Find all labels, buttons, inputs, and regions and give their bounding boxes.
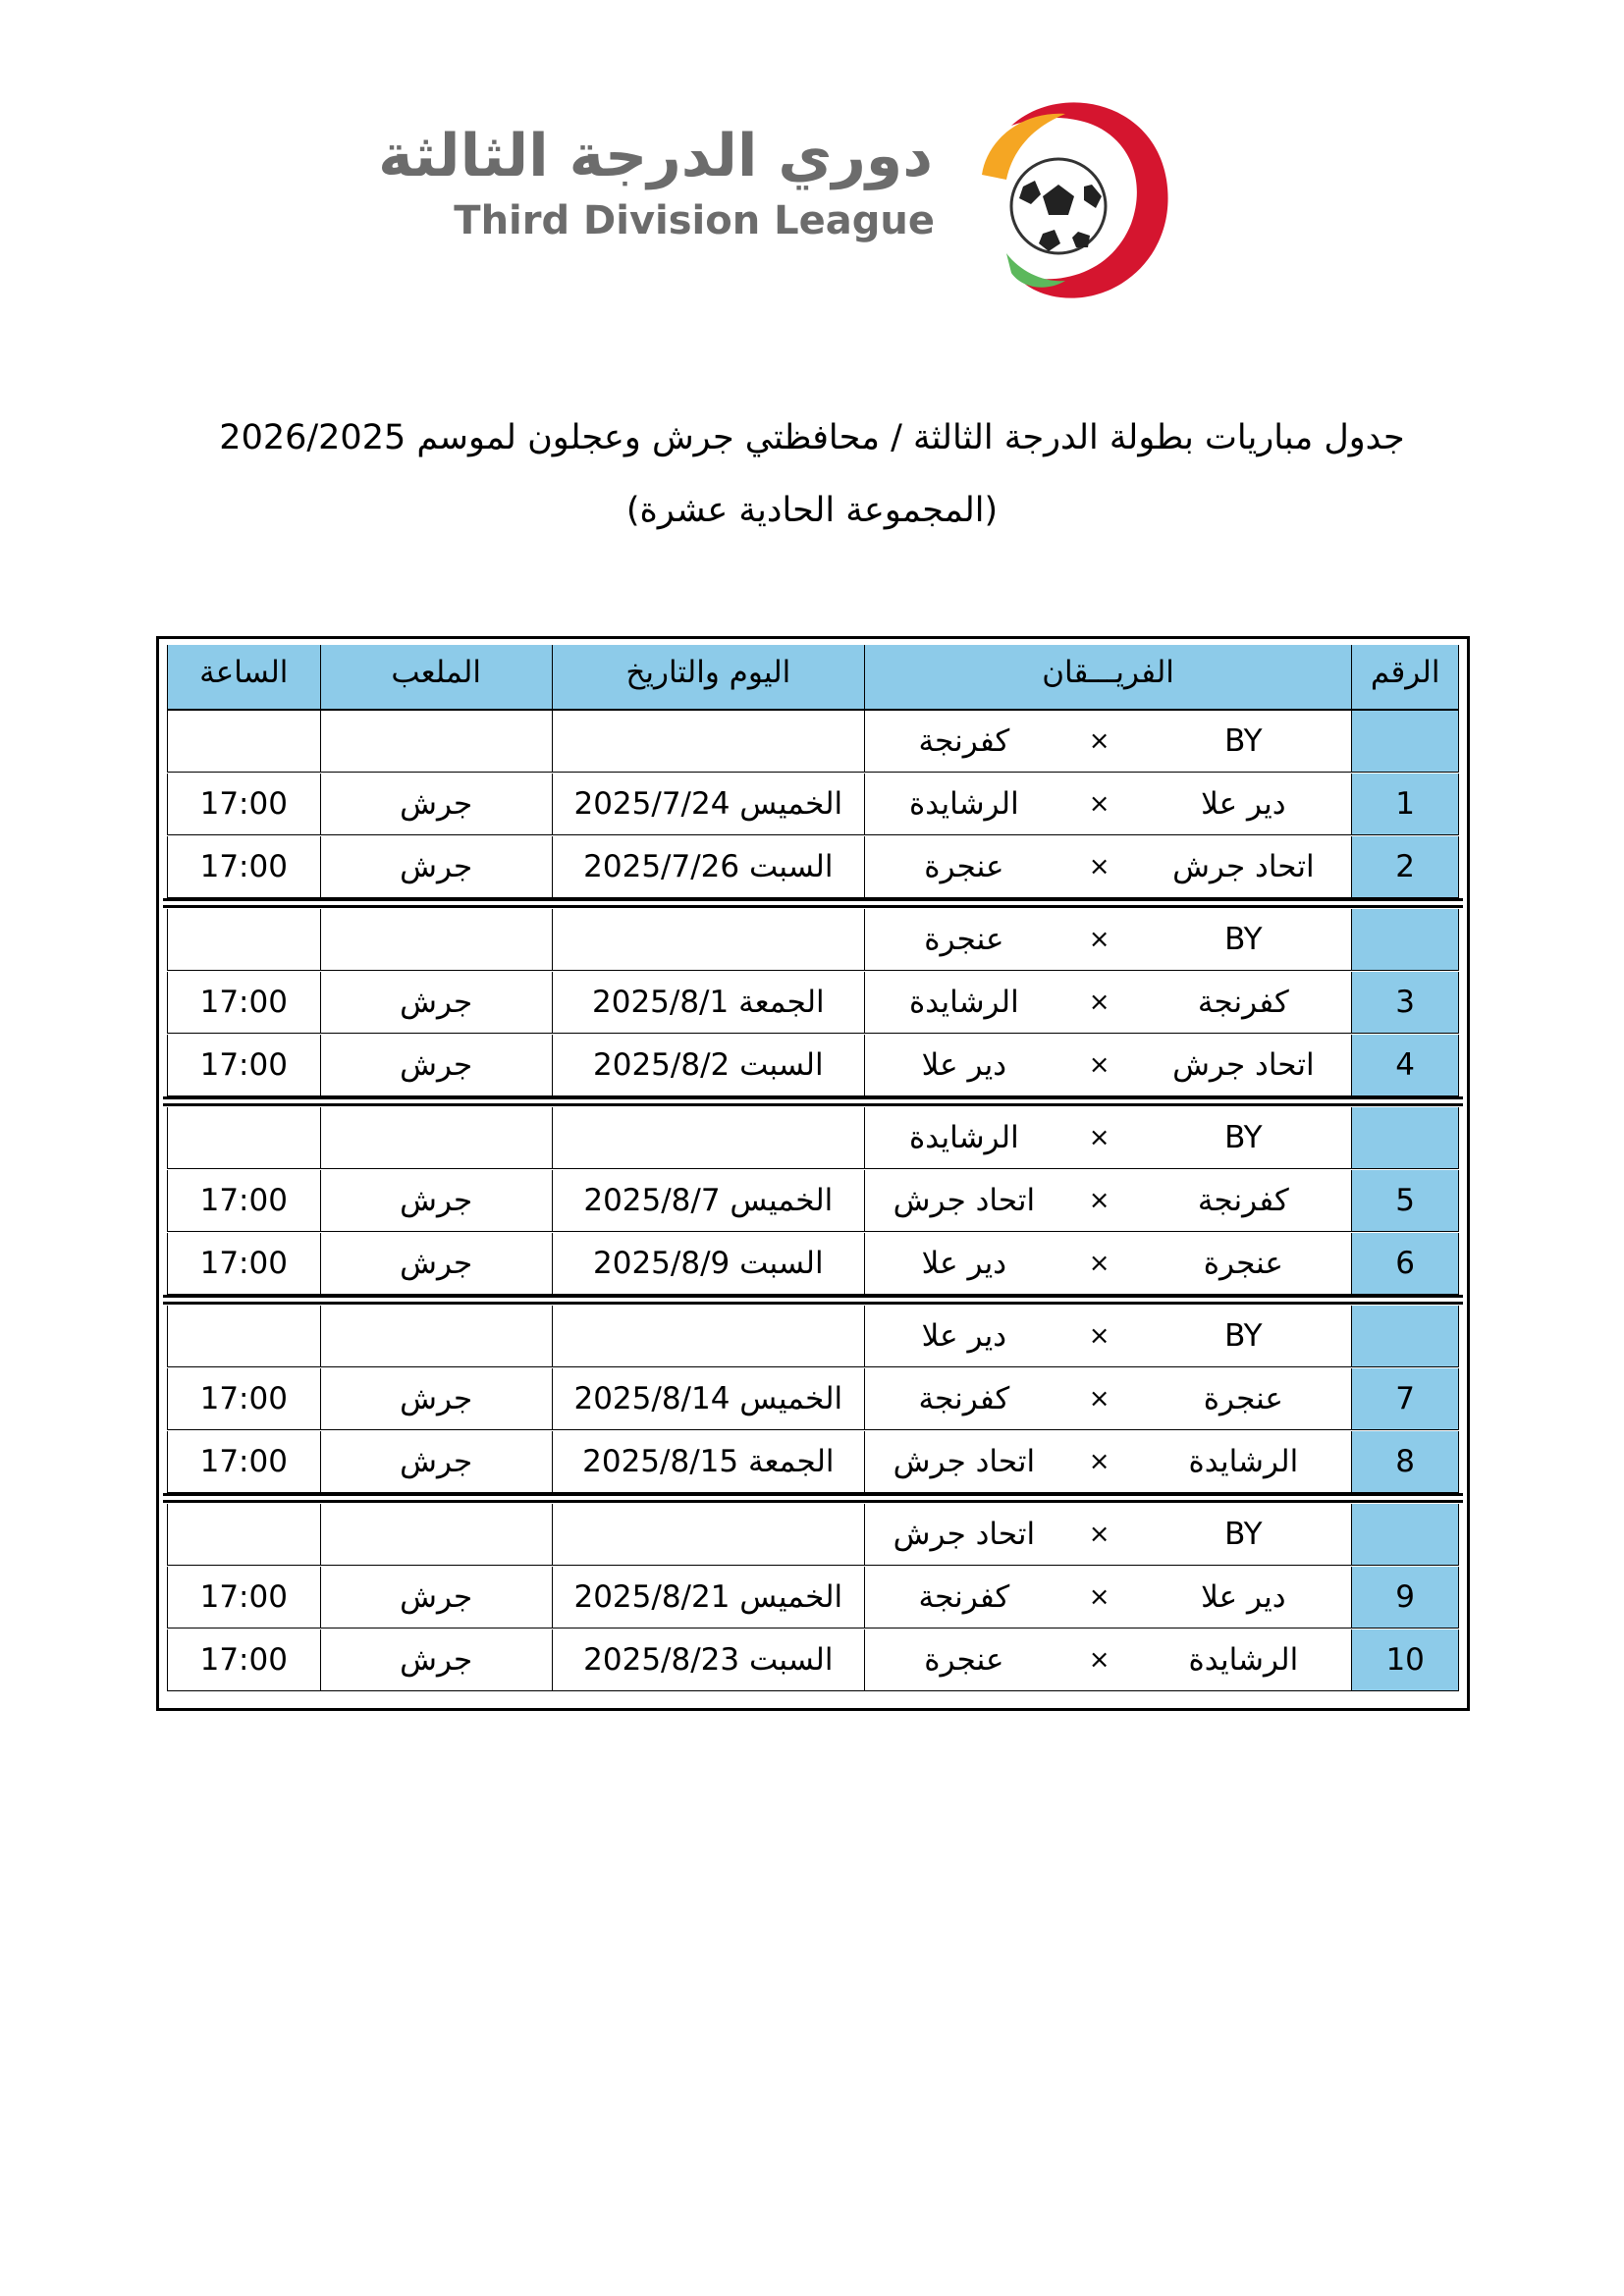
- logo-english-text: Third Division League: [454, 198, 935, 243]
- header-date: اليوم والتاريخ: [552, 645, 864, 709]
- table-row: [167, 1107, 1459, 1169]
- match-venue: جرش: [320, 1431, 552, 1492]
- team-away: اتحاد جرش: [893, 1517, 1036, 1552]
- team-away: الرشايدة: [908, 786, 1019, 822]
- match-time: 17:00: [167, 1629, 320, 1690]
- match-time: 17:00: [167, 1567, 320, 1628]
- match-teams: [864, 1567, 1351, 1628]
- match-venue: [320, 1306, 552, 1366]
- team-home: اتحاد جرش: [1172, 849, 1315, 884]
- team-away: الرشايدة: [908, 985, 1019, 1020]
- team-home: اتحاد جرش: [1172, 1047, 1315, 1083]
- group-separator: [163, 1493, 1463, 1503]
- match-venue: جرش: [320, 1567, 552, 1628]
- team-away: الرشايدة: [908, 1120, 1019, 1155]
- table-row: [167, 711, 1459, 773]
- table-row: [167, 1629, 1459, 1691]
- group-separator: [163, 898, 1463, 908]
- team-home: دير علا: [1201, 1579, 1286, 1615]
- match-date: الخميس 2025/8/7: [552, 1170, 864, 1231]
- match-venue: جرش: [320, 774, 552, 834]
- match-date: [552, 1504, 864, 1565]
- match-number: 6: [1351, 1233, 1459, 1294]
- team-home: BY: [1224, 723, 1263, 759]
- match-date: السبت 2025/8/23: [552, 1629, 864, 1690]
- group-separator: [163, 1295, 1463, 1305]
- match-number: [1351, 909, 1459, 970]
- match-number: 1: [1351, 774, 1459, 834]
- table-header-row: [167, 645, 1459, 711]
- match-date: [552, 1306, 864, 1366]
- table-row: [167, 1431, 1459, 1493]
- football-emblem-icon: [952, 86, 1178, 312]
- header-teams: الفريـــقان: [864, 645, 1351, 709]
- versus-symbol: ×: [1088, 1645, 1110, 1675]
- match-teams: [864, 1431, 1351, 1492]
- match-time: 17:00: [167, 774, 320, 834]
- match-time: [167, 1107, 320, 1168]
- match-teams: [864, 774, 1351, 834]
- match-teams: [864, 1233, 1351, 1294]
- match-number: [1351, 1107, 1459, 1168]
- versus-symbol: ×: [1088, 852, 1110, 881]
- table-row: [167, 1567, 1459, 1629]
- table-row: [167, 774, 1459, 835]
- match-number: 7: [1351, 1368, 1459, 1429]
- match-date: [552, 711, 864, 772]
- schedule-title: جدول مباريات بطولة الدرجة الثالثة / محافظتي جرش وعجلون لموسم 2026/2025: [219, 418, 1405, 457]
- match-date: السبت 2025/8/2: [552, 1035, 864, 1095]
- match-number: [1351, 1306, 1459, 1366]
- team-away: كفرنجة: [918, 723, 1010, 759]
- match-number: 10: [1351, 1629, 1459, 1690]
- match-teams: [864, 1504, 1351, 1565]
- match-time: [167, 711, 320, 772]
- table-row: [167, 1170, 1459, 1232]
- versus-symbol: ×: [1088, 789, 1110, 819]
- header-venue: الملعب: [320, 645, 552, 709]
- versus-symbol: ×: [1088, 1384, 1110, 1414]
- team-away: كفرنجة: [918, 1381, 1010, 1416]
- match-date: الخميس 2025/8/21: [552, 1567, 864, 1628]
- match-number: [1351, 1504, 1459, 1565]
- team-away: اتحاد جرش: [893, 1444, 1036, 1479]
- versus-symbol: ×: [1088, 1582, 1110, 1612]
- match-venue: جرش: [320, 1368, 552, 1429]
- team-home: BY: [1224, 1120, 1263, 1155]
- team-home: كفرنجة: [1197, 985, 1289, 1020]
- versus-symbol: ×: [1088, 1249, 1110, 1278]
- match-number: 4: [1351, 1035, 1459, 1095]
- match-time: [167, 1504, 320, 1565]
- team-home: BY: [1224, 922, 1263, 957]
- table-row: [167, 1233, 1459, 1295]
- match-venue: جرش: [320, 1629, 552, 1690]
- group-separator: [163, 1096, 1463, 1106]
- match-date: السبت 2025/7/26: [552, 836, 864, 897]
- match-venue: [320, 1504, 552, 1565]
- match-number: 5: [1351, 1170, 1459, 1231]
- team-home: الرشايدة: [1188, 1444, 1299, 1479]
- team-home: دير علا: [1201, 786, 1286, 822]
- match-time: 17:00: [167, 836, 320, 897]
- team-home: الرشايدة: [1188, 1642, 1299, 1678]
- match-date: السبت 2025/8/9: [552, 1233, 864, 1294]
- match-date: الخميس 2025/8/14: [552, 1368, 864, 1429]
- match-date: الجمعة 2025/8/1: [552, 972, 864, 1033]
- team-away: عنجرة: [924, 922, 1004, 957]
- versus-symbol: ×: [1088, 726, 1110, 756]
- team-home: BY: [1224, 1318, 1263, 1354]
- match-venue: جرش: [320, 972, 552, 1033]
- match-venue: جرش: [320, 1170, 552, 1231]
- match-number: 9: [1351, 1567, 1459, 1628]
- match-teams: [864, 836, 1351, 897]
- match-teams: [864, 1035, 1351, 1095]
- team-home: كفرنجة: [1197, 1183, 1289, 1218]
- team-away: كفرنجة: [918, 1579, 1010, 1615]
- match-teams: [864, 1306, 1351, 1366]
- match-venue: [320, 1107, 552, 1168]
- match-teams: [864, 711, 1351, 772]
- versus-symbol: ×: [1088, 1520, 1110, 1549]
- match-date: [552, 909, 864, 970]
- table-row: [167, 836, 1459, 898]
- match-time: 17:00: [167, 1170, 320, 1231]
- table-row: [167, 909, 1459, 971]
- table-row: [167, 1504, 1459, 1566]
- versus-symbol: ×: [1088, 1447, 1110, 1476]
- team-away: دير علا: [921, 1246, 1007, 1281]
- team-away: عنجرة: [924, 1642, 1004, 1678]
- versus-symbol: ×: [1088, 1123, 1110, 1152]
- match-time: 17:00: [167, 1233, 320, 1294]
- league-logo: [378, 86, 1178, 312]
- match-number: 2: [1351, 836, 1459, 897]
- match-time: 17:00: [167, 1431, 320, 1492]
- match-time: 17:00: [167, 1368, 320, 1429]
- match-time: 17:00: [167, 1035, 320, 1095]
- header-time: الساعة: [167, 645, 320, 709]
- match-number: 8: [1351, 1431, 1459, 1492]
- match-venue: جرش: [320, 836, 552, 897]
- match-number: [1351, 711, 1459, 772]
- team-home: عنجرة: [1203, 1246, 1283, 1281]
- table-row: [167, 972, 1459, 1034]
- match-teams: [864, 972, 1351, 1033]
- match-teams: [864, 1629, 1351, 1690]
- match-venue: جرش: [320, 1035, 552, 1095]
- team-away: دير علا: [921, 1047, 1007, 1083]
- versus-symbol: ×: [1088, 1186, 1110, 1215]
- match-teams: [864, 1170, 1351, 1231]
- table-row: [167, 1035, 1459, 1096]
- team-home: عنجرة: [1203, 1381, 1283, 1416]
- match-venue: جرش: [320, 1233, 552, 1294]
- table-row: [167, 1368, 1459, 1430]
- versus-symbol: ×: [1088, 925, 1110, 954]
- schedule-table: [156, 636, 1470, 1711]
- match-teams: [864, 1107, 1351, 1168]
- match-venue: [320, 711, 552, 772]
- match-teams: [864, 1368, 1351, 1429]
- logo-arabic-text: دوري الدرجة الثالثة: [378, 122, 933, 190]
- match-teams: [864, 909, 1351, 970]
- schedule-subtitle: (المجموعة الحادية عشرة): [625, 491, 999, 530]
- match-time: 17:00: [167, 972, 320, 1033]
- team-home: BY: [1224, 1517, 1263, 1552]
- versus-symbol: ×: [1088, 1050, 1110, 1080]
- match-time: [167, 909, 320, 970]
- match-date: الجمعة 2025/8/15: [552, 1431, 864, 1492]
- versus-symbol: ×: [1088, 1321, 1110, 1351]
- match-time: [167, 1306, 320, 1366]
- match-venue: [320, 909, 552, 970]
- match-date: [552, 1107, 864, 1168]
- versus-symbol: ×: [1088, 988, 1110, 1017]
- team-away: دير علا: [921, 1318, 1007, 1354]
- match-date: الخميس 2025/7/24: [552, 774, 864, 834]
- match-number: 3: [1351, 972, 1459, 1033]
- header-number: الرقم: [1351, 645, 1459, 709]
- team-away: اتحاد جرش: [893, 1183, 1036, 1218]
- table-row: [167, 1306, 1459, 1367]
- team-away: عنجرة: [924, 849, 1004, 884]
